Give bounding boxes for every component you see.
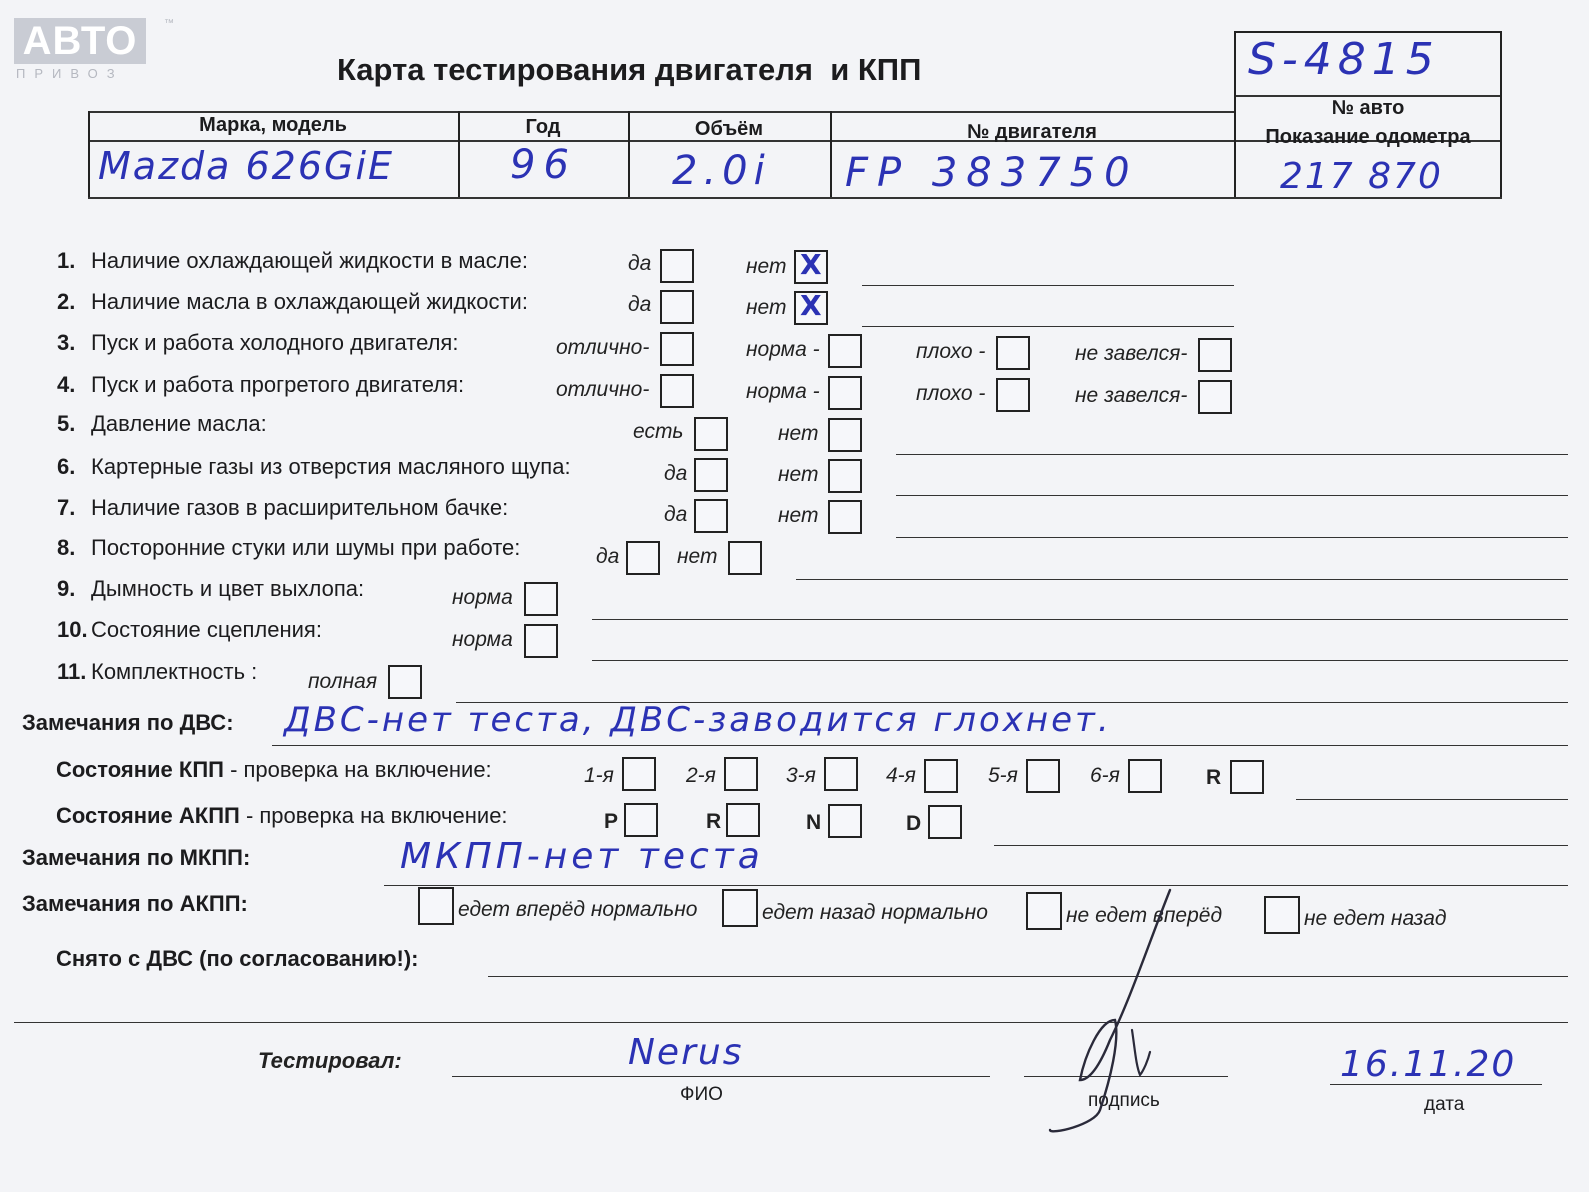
q4-bad-checkbox[interactable] — [996, 378, 1030, 412]
q10-normal-label: норма — [452, 628, 513, 651]
akpp-no-backward-checkbox[interactable] — [1264, 896, 1300, 934]
q7-no-checkbox[interactable] — [828, 500, 862, 534]
brand-header: Марка, модель — [199, 114, 347, 136]
tested-label: Тестировал: — [258, 1048, 402, 1073]
q1-no-checkbox[interactable] — [794, 250, 828, 284]
gear-2-label: 2-я — [686, 764, 716, 787]
volume-header: Объём — [694, 118, 764, 140]
question-1: 1. Наличие охлаждающей жидкости в масле: — [57, 248, 528, 273]
dvs-remarks-value: ДВС-нет теста, ДВС-заводится глохнет. — [284, 700, 1112, 740]
logo-trademark: ™ — [164, 18, 174, 29]
akpp-forward-ok-checkbox[interactable] — [418, 887, 454, 925]
mode-r-label: R — [706, 810, 722, 833]
q3-bad-checkbox[interactable] — [996, 336, 1030, 370]
question-11: 11. Комплектность : — [57, 659, 258, 684]
car-number-value: S-4815 — [1248, 34, 1440, 85]
mode-p-label: P — [604, 810, 619, 833]
year-value: 96 — [510, 142, 577, 188]
q7-no-label: нет — [778, 504, 819, 527]
q8-no-checkbox[interactable] — [728, 541, 762, 575]
akpp-no-backward-label: не едет назад — [1304, 907, 1447, 930]
q3-nostart-checkbox[interactable] — [1198, 338, 1232, 372]
q3-nostart-label: не завелся- — [1075, 342, 1188, 365]
mkpp-remarks-value: МКПП-нет теста — [400, 836, 764, 877]
question-5: 5. Давление масла: — [57, 411, 267, 436]
question-7: 7. Наличие газов в расширительном бачке: — [57, 495, 509, 520]
mode-p-checkbox[interactable] — [624, 803, 658, 837]
q11-full-label: полная — [308, 670, 378, 693]
kpp-state-label: Состояние КПП - проверка на включение: — [56, 757, 492, 782]
q1-yes-checkbox[interactable] — [660, 249, 694, 283]
gear-5-checkbox[interactable] — [1026, 759, 1060, 793]
gear-5-label: 5-я — [988, 764, 1018, 787]
avto-privoz-logo — [14, 18, 174, 81]
q4-bad-label: плохо - — [916, 382, 986, 405]
q3-excellent-label: отлично- — [556, 336, 650, 359]
date-value: 16.11.20 — [1340, 1044, 1517, 1085]
akpp-backward-ok-checkbox[interactable] — [722, 889, 758, 927]
odometer-value: 217 870 — [1280, 156, 1443, 197]
gear-6-checkbox[interactable] — [1128, 759, 1162, 793]
q6-yes-checkbox[interactable] — [694, 458, 728, 492]
mode-d-label: D — [906, 812, 922, 835]
q3-bad-label: плохо - — [916, 340, 986, 363]
q4-excellent-checkbox[interactable] — [660, 374, 694, 408]
page-title: Карта тестирования двигателя и КПП — [337, 52, 922, 87]
q5-present-checkbox[interactable] — [694, 417, 728, 451]
mkpp-remarks-label: Замечания по МКПП: — [22, 845, 251, 870]
q5-no-label: нет — [778, 422, 819, 445]
q8-yes-label: да — [596, 545, 620, 568]
question-4: 4. Пуск и работа прогретого двигателя: — [57, 372, 465, 397]
engine-number-header: № двигателя — [967, 121, 1097, 143]
q3-normal-label: норма - — [746, 338, 820, 361]
question-3: 3. Пуск и работа холодного двигателя: — [57, 330, 459, 355]
q7-yes-checkbox[interactable] — [694, 499, 728, 533]
signature-caption: подпись — [1088, 1090, 1160, 1111]
mode-d-checkbox[interactable] — [928, 805, 962, 839]
question-6: 6. Картерные газы из отверстия масляного щупа: — [57, 454, 571, 479]
q7-yes-label: да — [664, 503, 688, 526]
gear-4-checkbox[interactable] — [924, 759, 958, 793]
q3-normal-checkbox[interactable] — [828, 334, 862, 368]
dvs-remarks-label: Замечания по ДВС: — [22, 710, 234, 735]
question-2: 2. Наличие масла в охлаждающей жидкости: — [57, 289, 528, 314]
gear-1-checkbox[interactable] — [622, 757, 656, 791]
year-header: Год — [525, 116, 561, 138]
q1-no-mark: X — [800, 248, 822, 281]
brand-value: Mazda 626GiE — [98, 144, 395, 188]
q10-normal-checkbox[interactable] — [524, 624, 558, 658]
q11-full-checkbox[interactable] — [388, 665, 422, 699]
mode-n-checkbox[interactable] — [828, 804, 862, 838]
volume-value: 2.0i — [672, 148, 771, 194]
gear-r-checkbox[interactable] — [1230, 760, 1264, 794]
q1-yes-label: да — [628, 252, 652, 275]
q6-yes-label: да — [664, 462, 688, 485]
q5-no-checkbox[interactable] — [828, 418, 862, 452]
q4-normal-checkbox[interactable] — [828, 376, 862, 410]
gear-3-checkbox[interactable] — [824, 757, 858, 791]
q2-yes-checkbox[interactable] — [660, 290, 694, 324]
mode-r-checkbox[interactable] — [726, 803, 760, 837]
q2-no-mark: X — [800, 289, 822, 322]
gear-r-label: R — [1206, 766, 1222, 789]
q2-no-checkbox[interactable] — [794, 291, 828, 325]
engine-number-value: FP 383750 — [845, 150, 1139, 196]
logo-subtext: ПРИВОЗ — [16, 66, 124, 81]
date-caption: дата — [1424, 1094, 1465, 1115]
q3-excellent-checkbox[interactable] — [660, 332, 694, 366]
q2-yes-label: да — [628, 293, 652, 316]
akpp-state-label: Состояние АКПП - проверка на включение: — [56, 803, 508, 828]
akpp-no-forward-label: не едет вперёд — [1066, 904, 1223, 927]
q9-normal-checkbox[interactable] — [524, 582, 558, 616]
signature-scribble — [1040, 880, 1180, 1140]
akpp-backward-ok-label: едет назад нормально — [762, 901, 988, 924]
gear-3-label: 3-я — [786, 764, 816, 787]
akpp-remarks-label: Замечания по АКПП: — [22, 891, 248, 916]
q8-no-label: нет — [677, 545, 718, 568]
gear-6-label: 6-я — [1090, 764, 1120, 787]
mode-n-label: N — [806, 811, 822, 834]
q8-yes-checkbox[interactable] — [626, 541, 660, 575]
q1-no-label: нет — [746, 255, 787, 278]
q6-no-label: нет — [778, 463, 819, 486]
question-9: 9. Дымность и цвет выхлопа: — [57, 576, 365, 601]
car-number-label: № авто — [1331, 97, 1405, 119]
akpp-forward-ok-label: едет вперёд нормально — [458, 898, 698, 921]
q2-no-label: нет — [746, 296, 787, 319]
q4-normal-label: норма - — [746, 380, 820, 403]
gear-4-label: 4-я — [886, 764, 916, 787]
logo-text: АВТО — [14, 18, 146, 64]
q4-excellent-label: отлично- — [556, 378, 650, 401]
gear-1-label: 1-я — [584, 764, 614, 787]
question-8: 8. Посторонние стуки или шумы при работе: — [57, 535, 521, 560]
fio-caption: ФИО — [680, 1084, 723, 1105]
question-10: 10. Состояние сцепления: — [57, 617, 322, 642]
q4-nostart-checkbox[interactable] — [1198, 380, 1232, 414]
q9-normal-label: норма — [452, 586, 513, 609]
q6-no-checkbox[interactable] — [828, 459, 862, 493]
odometer-header: Показание одометра — [1265, 126, 1471, 148]
tester-name-value: Nerus — [628, 1032, 744, 1073]
q4-nostart-label: не завелся- — [1075, 384, 1188, 407]
q5-present-label: есть — [633, 420, 684, 443]
removed-label: Снято с ДВС (по согласованию!): — [56, 946, 419, 971]
gear-2-checkbox[interactable] — [724, 757, 758, 791]
